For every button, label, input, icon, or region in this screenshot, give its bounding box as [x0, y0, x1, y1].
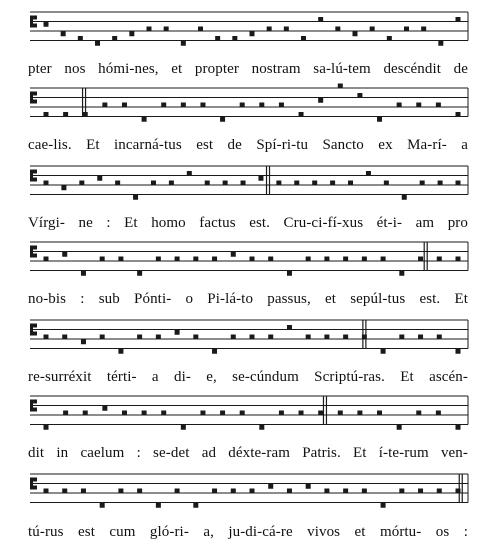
- neume: [306, 484, 311, 489]
- neume: [100, 335, 105, 340]
- neume: [287, 325, 292, 330]
- clef-c-head: [33, 100, 37, 104]
- neume: [100, 503, 105, 508]
- neume: [44, 257, 49, 262]
- clef-c: [30, 400, 33, 412]
- neume: [279, 103, 284, 108]
- neume: [348, 181, 353, 186]
- neume: [118, 489, 123, 494]
- neume: [62, 252, 67, 257]
- clef-c: [30, 478, 33, 490]
- lyric-line-4: no-bis : sub Pónti- o Pi-lá-to passus, et sepúl-tus est. Et: [28, 291, 468, 307]
- neume: [161, 411, 166, 416]
- neume: [169, 181, 174, 186]
- lyric-line-7: tú-rus est cum gló-ri- a, ju-di-cá-re vivos et mórtu- os :: [28, 524, 468, 540]
- neume: [418, 257, 423, 262]
- neume: [324, 489, 329, 494]
- neume: [362, 335, 367, 340]
- neume: [397, 103, 402, 108]
- neume: [250, 257, 255, 262]
- clef-c-head: [33, 486, 37, 490]
- neume: [97, 176, 102, 181]
- neume: [231, 252, 236, 257]
- neume: [387, 36, 392, 41]
- neume: [287, 489, 292, 494]
- neume: [335, 27, 340, 32]
- neume: [63, 411, 68, 416]
- neume: [299, 112, 304, 117]
- neume: [420, 181, 425, 186]
- neume: [231, 489, 236, 494]
- clef-c-head: [33, 332, 37, 336]
- neume: [142, 117, 147, 122]
- neume: [44, 112, 49, 117]
- neume: [299, 411, 304, 416]
- lyric-line-3: Vírgi- ne : Et homo factus est. Cru-ci-fí-xus ét-i- am pro: [28, 215, 468, 231]
- neume: [133, 195, 138, 200]
- neume: [122, 103, 127, 108]
- neume: [175, 257, 180, 262]
- neume: [294, 181, 299, 186]
- neume: [343, 489, 348, 494]
- neume: [175, 489, 180, 494]
- neume: [456, 349, 461, 354]
- neume: [456, 489, 461, 494]
- neume: [279, 411, 284, 416]
- neume: [318, 411, 323, 416]
- neume: [399, 335, 404, 340]
- lyric-line-1: pter nos hómi-nes, et propter nostram sa-lú-tem descéndit de: [28, 61, 468, 77]
- neume: [268, 335, 273, 340]
- neume: [231, 335, 236, 340]
- neume: [268, 484, 273, 489]
- neume: [437, 335, 442, 340]
- neume: [306, 335, 311, 340]
- neume: [437, 257, 442, 262]
- neume: [212, 349, 217, 354]
- neume: [418, 489, 423, 494]
- neume: [258, 176, 263, 181]
- neume: [95, 41, 100, 46]
- neume: [193, 335, 198, 340]
- clef-c: [30, 16, 33, 28]
- neume: [312, 181, 317, 186]
- neume: [44, 181, 49, 186]
- clef-c: [30, 170, 33, 182]
- neume: [370, 27, 375, 32]
- neume: [215, 36, 220, 41]
- neume: [112, 36, 117, 41]
- neume: [223, 181, 228, 186]
- neume: [156, 335, 161, 340]
- neume: [220, 411, 225, 416]
- neume: [161, 103, 166, 108]
- neume: [241, 181, 246, 186]
- neume: [151, 181, 156, 186]
- neume: [137, 335, 142, 340]
- neume: [83, 411, 88, 416]
- neume: [212, 489, 217, 494]
- clef-c-head: [33, 408, 37, 412]
- neume: [240, 103, 245, 108]
- clef-c-head: [33, 16, 37, 20]
- neume: [137, 271, 142, 276]
- neume: [83, 112, 88, 117]
- neume: [61, 185, 66, 190]
- neume: [318, 98, 323, 103]
- neume: [187, 171, 192, 176]
- neume: [416, 103, 421, 108]
- neume: [324, 335, 329, 340]
- neume: [78, 36, 83, 41]
- neume: [366, 171, 371, 176]
- neume: [122, 411, 127, 416]
- neume: [438, 181, 443, 186]
- clef-c-head: [33, 324, 37, 328]
- clef-c-head: [33, 478, 37, 482]
- neume: [301, 36, 306, 41]
- neume: [362, 257, 367, 262]
- neume: [353, 31, 358, 36]
- clef-c: [30, 246, 33, 258]
- neume: [399, 489, 404, 494]
- neume: [276, 181, 281, 186]
- lyric-line-5: re-surréxit térti- a di- e, se-cúndum Scriptú-ras. Et ascén-: [28, 369, 468, 385]
- neume: [436, 103, 441, 108]
- clef-c-head: [33, 24, 37, 28]
- neume: [118, 257, 123, 262]
- neume: [418, 335, 423, 340]
- neume: [129, 31, 134, 36]
- neume: [79, 181, 84, 186]
- lyric-line-2: cae-lis. Et incarná-tus est de Spí-ri-tu Sancto ex Ma-rí- a: [28, 137, 468, 153]
- neume: [343, 335, 348, 340]
- neume: [338, 84, 343, 89]
- neume: [240, 411, 245, 416]
- neume: [44, 335, 49, 340]
- neume: [115, 181, 120, 186]
- neume: [456, 181, 461, 186]
- clef-c-head: [33, 170, 37, 174]
- neume: [81, 271, 86, 276]
- neume: [250, 335, 255, 340]
- neume: [399, 271, 404, 276]
- neume: [156, 257, 161, 262]
- neume: [200, 103, 205, 108]
- clef-c: [30, 92, 33, 104]
- neume: [343, 257, 348, 262]
- neume: [268, 257, 273, 262]
- neume: [330, 181, 335, 186]
- neume: [181, 425, 186, 430]
- neume: [118, 349, 123, 354]
- neume: [318, 17, 323, 22]
- neume: [456, 112, 461, 117]
- neume: [175, 330, 180, 335]
- neume: [205, 181, 210, 186]
- neume: [62, 335, 67, 340]
- neume: [284, 27, 289, 32]
- neume: [324, 257, 329, 262]
- neume: [381, 503, 386, 508]
- neume: [362, 489, 367, 494]
- clef-c-head: [33, 178, 37, 182]
- neume: [421, 27, 426, 32]
- neume: [402, 195, 407, 200]
- neume: [142, 411, 147, 416]
- neume: [193, 257, 198, 262]
- neume: [338, 411, 343, 416]
- clef-c-head: [33, 92, 37, 96]
- neume: [416, 411, 421, 416]
- neume: [62, 489, 67, 494]
- neume: [384, 181, 389, 186]
- neume: [164, 27, 169, 32]
- neume: [259, 103, 264, 108]
- neume: [102, 406, 107, 411]
- neume: [437, 489, 442, 494]
- neume: [381, 257, 386, 262]
- neume: [436, 411, 441, 416]
- neume: [267, 27, 272, 32]
- neume: [250, 489, 255, 494]
- neume: [44, 489, 49, 494]
- clef-c-head: [33, 400, 37, 404]
- neume: [61, 31, 66, 36]
- clef-c-head: [33, 254, 37, 258]
- neume: [193, 503, 198, 508]
- neume: [81, 489, 86, 494]
- neume: [287, 271, 292, 276]
- lyric-line-6: dit in caelum : se-det ad déxte-ram Patris. Et í-te-rum ven-: [28, 445, 468, 461]
- neume: [198, 27, 203, 32]
- clef-c-head: [33, 246, 37, 250]
- neume: [137, 489, 142, 494]
- neume: [212, 257, 217, 262]
- neume: [438, 41, 443, 46]
- neume: [100, 257, 105, 262]
- neume: [156, 503, 161, 508]
- neume: [456, 257, 461, 262]
- clef-c: [30, 324, 33, 336]
- neume: [377, 117, 382, 122]
- neume: [357, 411, 362, 416]
- neume: [147, 27, 152, 32]
- neume: [404, 27, 409, 32]
- neume: [44, 425, 49, 430]
- neume: [181, 103, 186, 108]
- neume: [259, 425, 264, 430]
- neume: [63, 112, 68, 117]
- neume: [181, 41, 186, 46]
- neume: [377, 411, 382, 416]
- neume: [220, 117, 225, 122]
- neume: [232, 36, 237, 41]
- neume: [357, 93, 362, 98]
- neume: [397, 425, 402, 430]
- neume: [456, 425, 461, 430]
- neume: [102, 103, 107, 108]
- neume: [456, 17, 461, 22]
- neume: [200, 411, 205, 416]
- neume: [44, 22, 49, 27]
- neume: [306, 257, 311, 262]
- neume: [250, 31, 255, 36]
- neume: [81, 339, 86, 344]
- neume: [381, 349, 386, 354]
